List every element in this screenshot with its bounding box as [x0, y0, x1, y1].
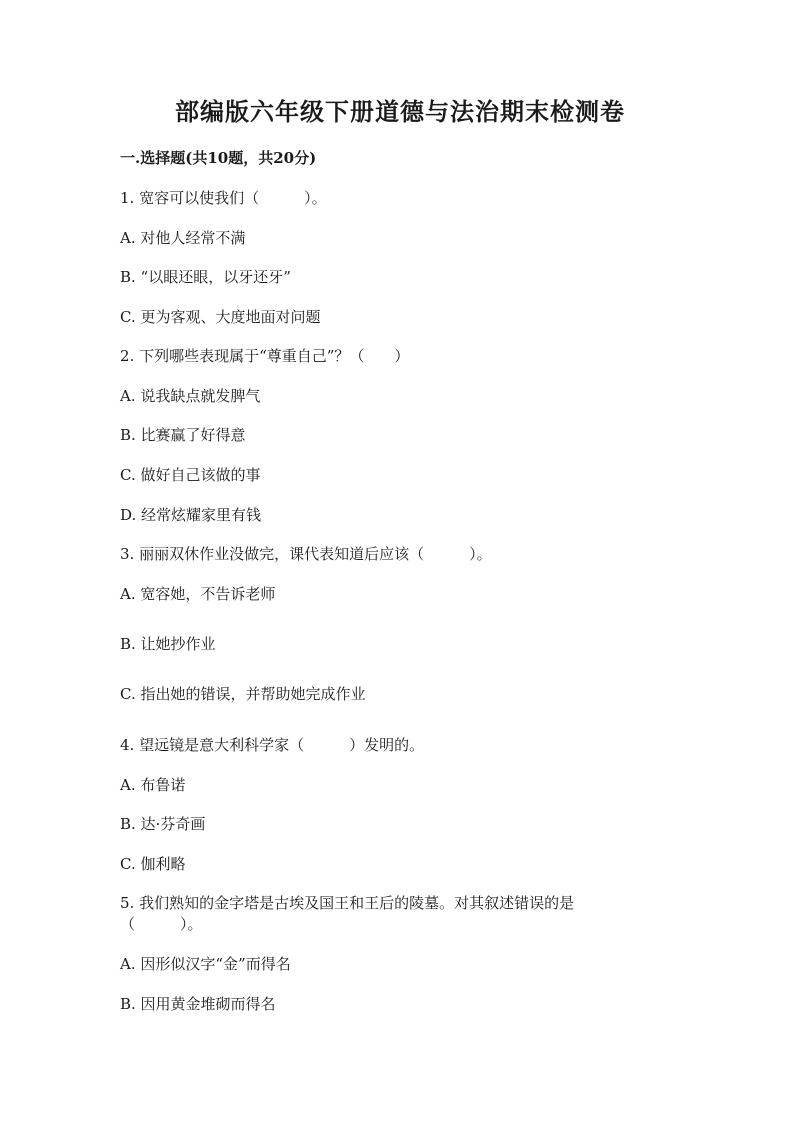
question-1-option-a: A. 对他人经常不满	[120, 229, 246, 247]
question-5-stem: 5. 我们熟知的金字塔是古埃及国王和王后的陵墓。对其叙述错误的是	[120, 894, 575, 912]
section-heading: 一.选择题(共10题，共20分)	[120, 149, 317, 167]
question-5-stem-continued: （ ）。	[120, 915, 203, 933]
question-3-option-a: A. 宽容她，不告诉老师	[120, 585, 276, 603]
question-2-option-a: A. 说我缺点就发脾气	[120, 387, 261, 405]
question-4-stem: 4. 望远镜是意大利科学家（ ）发明的。	[120, 736, 425, 754]
question-2-option-c: C. 做好自己该做的事	[120, 466, 261, 484]
question-3-option-c: C. 指出她的错误，并帮助她完成作业	[120, 685, 366, 703]
question-1-option-c: C. 更为客观、大度地面对问题	[120, 308, 321, 326]
question-2-option-d: D. 经常炫耀家里有钱	[120, 506, 262, 524]
question-5-option-a: A. 因形似汉字“金”而得名	[120, 955, 291, 973]
question-4-option-a: A. 布鲁诺	[120, 776, 186, 794]
exam-title: 部编版六年级下册道德与法治期末检测卷	[175, 97, 625, 126]
question-5-option-b: B. 因用黄金堆砌而得名	[120, 995, 276, 1013]
question-2-stem: 2. 下列哪些表现属于“尊重自己”？（ ）	[120, 347, 410, 365]
question-1-stem: 1. 宽容可以使我们（ ）。	[120, 189, 327, 207]
question-2-option-b: B. 比赛赢了好得意	[120, 426, 246, 444]
question-3-option-b: B. 让她抄作业	[120, 635, 216, 653]
question-3-stem: 3. 丽丽双休作业没做完，课代表知道后应该（ ）。	[120, 545, 492, 563]
question-1-option-b: B. “以眼还眼，以牙还牙”	[120, 268, 291, 286]
question-4-option-b: B. 达·芬奇画	[120, 815, 206, 833]
question-4-option-c: C. 伽利略	[120, 855, 186, 873]
